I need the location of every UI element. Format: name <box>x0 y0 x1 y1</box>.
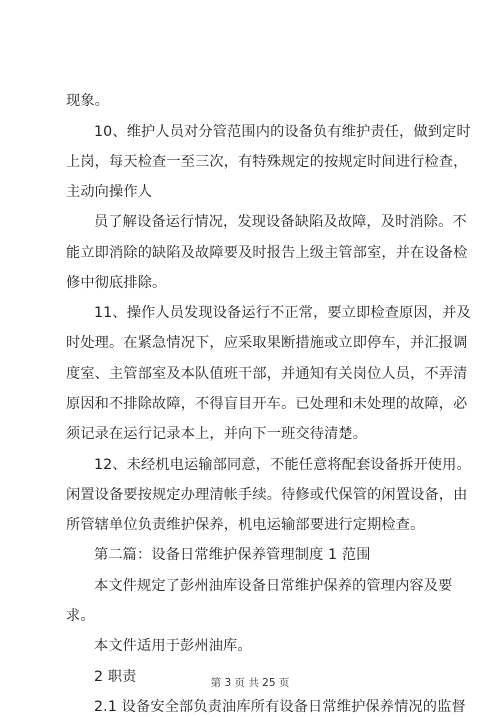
text-line: 修中彻底排除。 <box>66 275 167 291</box>
text-line: 12、未经机电运输部同意，不能任意将配套设备拆开使用。 <box>94 457 471 473</box>
text-line: 上岗，每天检查一至三次，有特殊规定的按规定时间进行检查， <box>66 154 468 170</box>
page-footer: 第 3 页 共 25 页 <box>210 677 290 689</box>
text-line: 能立即消除的缺陷及故障要及时报告上级主管部室，并在设备检 <box>66 245 468 261</box>
text-line: 本文件规定了彭州油库设备日常维护保养的管理内容及要 <box>94 578 453 594</box>
text-line: 求。 <box>66 608 95 624</box>
text-line: 2.1 设备安全部负责油库所有设备日常维护保养情况的监督 <box>94 699 466 715</box>
text-line: 原因和不排除故障，不得盲目开车。已处理和未处理的故障，必 <box>66 396 468 412</box>
text-line: 本文件适用于彭州油库。 <box>94 638 252 654</box>
text-line: 员了解设备运行情况，发现设备缺陷及故障，及时消除。不 <box>94 214 467 230</box>
text-line: 11、操作人员发现设备运行不正常，要立即检查原因，并及 <box>94 305 471 321</box>
text-line: 闲置设备要按规定办理清帐手续。待修或代保管的闲置设备，由 <box>66 487 468 503</box>
text-line: 所管辖单位负责维护保养，机电运输部要进行定期检查。 <box>66 517 425 533</box>
text-line: 10、维护人员对分管范围内的设备负有维护责任，做到定时 <box>94 124 471 140</box>
text-line: 现象。 <box>66 93 110 109</box>
text-line: 须记录在运行记录本上，并向下一班交待清楚。 <box>66 426 368 442</box>
text-line: 主动向操作人 <box>66 184 153 200</box>
text-line: 时处理。在紧急情况下，应采取果断措施或立即停车，并汇报调 <box>66 335 468 351</box>
text-line: 度室、主管部室及本队值班干部，并通知有关岗位人员，不弄清 <box>66 366 468 382</box>
text-line: 2 职责 <box>94 669 137 685</box>
section-heading: 第二篇：设备日常维护保养管理制度 1 范围 <box>94 547 371 563</box>
